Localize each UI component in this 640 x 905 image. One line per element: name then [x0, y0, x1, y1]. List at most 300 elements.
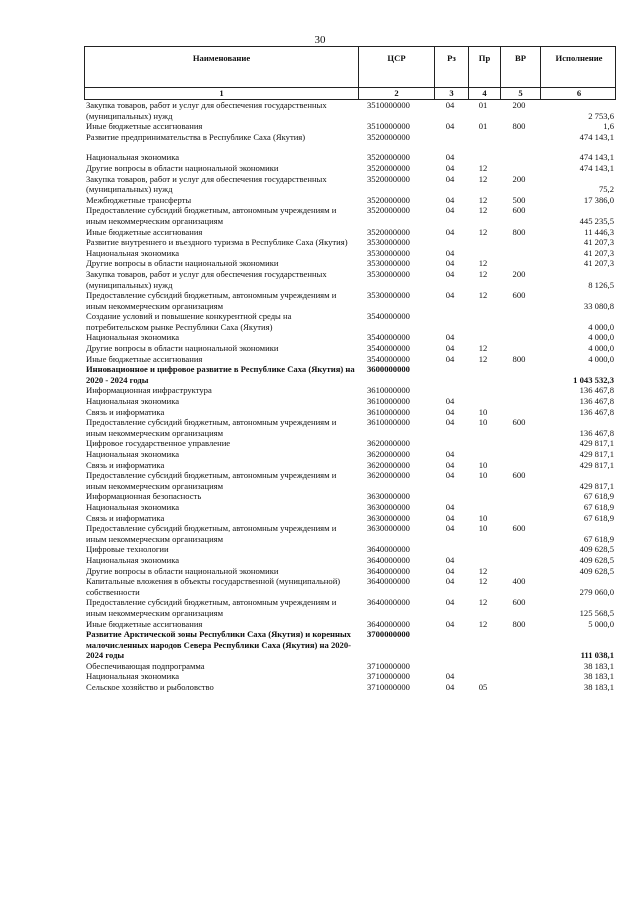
table-row [84, 132, 616, 143]
row-exec: 445 235,5 [579, 215, 614, 226]
row-pr: 10 [478, 512, 488, 523]
row-vr [499, 502, 539, 513]
row-csr: 3640000000 [367, 597, 410, 608]
row-rz: 04 [445, 396, 455, 407]
row-exec: 4 000,0 [588, 353, 614, 364]
row-vr [499, 132, 539, 143]
table-row [84, 597, 616, 618]
row-exec: 67 618,9 [583, 533, 614, 544]
row-exec: 279 060,0 [579, 586, 614, 597]
row-pr: 12 [478, 194, 488, 205]
row-csr: 3710000000 [367, 660, 410, 671]
row-pr: 12 [478, 268, 488, 279]
row-vr [499, 566, 539, 577]
row-csr: 3640000000 [367, 565, 410, 576]
row-pr: 10 [478, 406, 488, 417]
row-vr: 200 [512, 173, 526, 184]
row-vr: 800 [512, 121, 526, 132]
row-vr: 600 [512, 470, 526, 481]
row-vr [499, 555, 539, 566]
row-pr [467, 385, 499, 396]
row-exec: 429 817,1 [579, 480, 614, 491]
row-vr [499, 311, 539, 332]
row-csr: 3630000000 [367, 512, 410, 523]
row-vr: 800 [512, 618, 526, 629]
table-row [84, 121, 616, 132]
row-pr: 10 [478, 417, 488, 428]
table-column-numbers [84, 88, 616, 100]
row-vr: 800 [512, 353, 526, 364]
row-name: Предоставление субсидий бюджетным, автономным учреждениям и иным некоммерческим организациям [86, 597, 337, 618]
row-pr: 10 [478, 459, 488, 470]
row-rz: 04 [445, 512, 455, 523]
table-row [84, 227, 616, 238]
row-vr: 600 [512, 523, 526, 534]
row-csr: 3540000000 [367, 343, 410, 354]
row-name: Национальная экономика [86, 247, 180, 258]
row-vr: 500 [512, 194, 526, 205]
row-rz: 04 [445, 417, 455, 428]
row-vr [499, 152, 539, 163]
row-name: Национальная экономика [86, 501, 180, 512]
row-exec: 8 126,5 [588, 279, 614, 290]
row-csr: 3530000000 [367, 258, 410, 269]
row-rz: 04 [445, 406, 455, 417]
row-name: Другие вопросы в области национальной экономики [86, 162, 279, 173]
row-pr [467, 396, 499, 407]
row-vr [499, 629, 539, 661]
row-pr: 10 [478, 523, 488, 534]
row-rz: 04 [445, 268, 455, 279]
row-csr: 3610000000 [367, 417, 410, 428]
row-exec: 41 207,3 [583, 247, 614, 258]
row-csr: 3520000000 [367, 152, 410, 163]
row-pr [467, 248, 499, 259]
row-name: Национальная экономика [86, 449, 180, 459]
row-exec: 136 467,8 [579, 427, 614, 438]
row-vr [499, 513, 539, 524]
table-row [84, 502, 616, 513]
row-pr [467, 502, 499, 513]
row-exec: 67 618,9 [583, 491, 614, 502]
row-rz [433, 364, 467, 385]
row-name: Национальная экономика [86, 554, 180, 565]
row-exec: 38 183,1 [583, 671, 614, 682]
row-rz [433, 132, 467, 143]
row-pr [467, 132, 499, 143]
row-rz: 04 [445, 449, 455, 459]
table-row [84, 290, 616, 311]
table-row [84, 332, 616, 343]
col-number-6: 6 [540, 88, 617, 99]
row-vr [499, 671, 539, 682]
row-pr: 12 [478, 205, 488, 216]
row-exec: 1 043 532,3 [573, 374, 614, 385]
table-row [84, 163, 616, 174]
row-csr: 3540000000 [367, 311, 410, 322]
row-rz [433, 661, 467, 672]
table-row [84, 629, 616, 661]
table-row [84, 152, 616, 163]
table-row [84, 205, 616, 226]
row-exec: 429 817,1 [579, 449, 614, 459]
table-row [84, 470, 616, 491]
row-csr: 3520000000 [367, 226, 410, 237]
row-name: Другие вопросы в области национальной экономики [86, 565, 279, 576]
row-vr [499, 449, 539, 460]
row-exec: 38 183,1 [583, 682, 614, 693]
table-row [84, 523, 616, 544]
row-exec: 41 207,3 [583, 258, 614, 269]
row-pr [467, 629, 499, 661]
row-vr [499, 385, 539, 396]
row-name: Создание условий и повышение конкурентной среды на потребительском рынке Республики Саха (Якутия) [86, 311, 292, 332]
row-name: Информационная безопасность [86, 491, 202, 502]
row-name: Предоставление субсидий бюджетным, автономным учреждениям и иным некоммерческим организациям [86, 417, 337, 438]
header-rz: Рз [434, 47, 468, 87]
row-exec: 429 817,1 [579, 459, 614, 470]
row-pr: 12 [478, 290, 488, 301]
row-name: Иные бюджетные ассигнования [86, 121, 203, 132]
row-csr: 3610000000 [367, 396, 410, 407]
row-rz: 04 [445, 290, 455, 301]
table-row [84, 100, 616, 121]
row-rz: 04 [445, 100, 455, 110]
row-name: Национальная экономика [86, 396, 180, 407]
row-exec: 11 446,3 [584, 226, 614, 237]
row-csr: 3530000000 [367, 237, 410, 248]
row-rz [433, 311, 467, 332]
row-rz: 04 [445, 501, 455, 512]
row-vr [499, 248, 539, 259]
row-name: Национальная экономика [86, 671, 180, 682]
row-exec: 409 628,5 [579, 565, 614, 576]
row-vr [499, 407, 539, 418]
table-row [84, 671, 616, 682]
row-pr: 12 [478, 618, 488, 629]
row-pr: 12 [478, 597, 488, 608]
row-csr: 3700000000 [367, 629, 410, 640]
row-csr: 3630000000 [367, 501, 410, 512]
row-vr [499, 343, 539, 354]
row-exec: 409 628,5 [579, 544, 614, 555]
row-vr: 800 [512, 226, 526, 237]
row-exec: 111 038,1 [580, 650, 614, 661]
row-csr: 3510000000 [367, 121, 410, 132]
row-pr: 12 [478, 173, 488, 184]
table-row [84, 396, 616, 407]
row-name: Инновационное и цифровое развитие в Республике Саха (Якутия) на 2020 - 2024 годы [86, 364, 355, 385]
row-exec: 474 143,1 [579, 162, 614, 173]
row-csr: 3530000000 [367, 247, 410, 258]
row-exec: 4 000,0 [588, 332, 614, 343]
row-csr: 3620000000 [367, 449, 410, 459]
col-number-4: 4 [468, 88, 500, 99]
row-name: Национальная экономика [86, 152, 180, 163]
row-name: Предоставление субсидий бюджетным, автономным учреждениям и иным некоммерческим организациям [86, 470, 337, 491]
table-row [84, 661, 616, 672]
row-csr: 3530000000 [367, 268, 410, 279]
row-exec: 17 386,0 [583, 194, 614, 205]
table-row [84, 311, 616, 332]
table-row [84, 195, 616, 206]
row-pr [467, 449, 499, 460]
row-csr: 3530000000 [367, 290, 410, 301]
budget-table [84, 46, 616, 693]
row-rz: 04 [445, 205, 455, 216]
row-pr [467, 438, 499, 449]
table-body [84, 100, 616, 693]
row-vr [499, 682, 539, 693]
row-name: Закупка товаров, работ и услуг для обеспечения государственных (муниципальных) нужд [86, 100, 327, 121]
row-rz: 04 [445, 682, 455, 693]
row-name: Иные бюджетные ассигнования [86, 618, 203, 629]
row-pr: 12 [478, 258, 488, 269]
row-name: Развитие предпринимательства в Республике Саха (Якутия) [86, 131, 306, 142]
row-csr: 3540000000 [367, 332, 410, 343]
row-exec: 4 000,0 [588, 343, 614, 354]
row-vr: 600 [512, 290, 526, 301]
row-name: Связь и информатика [86, 406, 165, 417]
row-rz: 04 [445, 459, 455, 470]
row-pr [467, 364, 499, 385]
row-pr: 12 [478, 576, 488, 587]
table-header [84, 46, 616, 88]
row-name: Развитие внутреннего и въездного туризма в Республике Саха (Якутия) [86, 237, 348, 248]
row-rz: 04 [445, 597, 455, 608]
row-name: Связь и информатика [86, 459, 165, 470]
row-name: Закупка товаров, работ и услуг для обеспечения государственных (муниципальных) нужд [86, 268, 327, 290]
table-row [84, 364, 616, 385]
row-exec: 474 143,1 [579, 131, 614, 142]
row-vr [499, 396, 539, 407]
row-vr: 600 [512, 417, 526, 428]
row-csr: 3520000000 [367, 162, 410, 173]
table-row [84, 555, 616, 566]
row-csr: 3520000000 [367, 194, 410, 205]
row-vr [499, 460, 539, 471]
row-exec: 41 207,3 [583, 237, 614, 248]
row-name: Связь и информатика [86, 512, 165, 523]
row-name: Предоставление субсидий бюджетным, автономным учреждениям и иным некоммерческим организациям [86, 205, 337, 226]
row-name: Капитальные вложения в объекты государственной (муниципальной) собственности [86, 576, 341, 597]
row-name: Сельское хозяйство и рыболовство [86, 682, 214, 693]
row-rz: 04 [445, 194, 455, 205]
row-rz: 04 [445, 343, 455, 354]
row-rz: 04 [445, 247, 455, 258]
row-exec: 474 143,1 [579, 152, 614, 163]
row-csr: 3600000000 [367, 364, 410, 375]
row-exec: 38 183,1 [583, 660, 614, 671]
row-rz: 04 [445, 226, 455, 237]
row-csr: 3640000000 [367, 618, 410, 629]
row-csr: 3520000000 [367, 131, 410, 142]
table-row [84, 174, 616, 195]
table-row [84, 354, 616, 365]
row-pr [467, 332, 499, 343]
table-row [84, 248, 616, 259]
row-pr: 12 [478, 343, 488, 354]
row-rz: 04 [445, 470, 455, 481]
page-number: 30 [314, 34, 326, 46]
row-rz [433, 385, 467, 396]
row-csr: 3520000000 [367, 173, 410, 184]
row-rz: 04 [445, 576, 455, 587]
row-exec: 125 568,5 [579, 607, 614, 618]
row-csr: 3640000000 [367, 576, 410, 587]
row-pr: 01 [478, 121, 488, 132]
table-row [84, 682, 616, 693]
row-name: Иные бюджетные ассигнования [86, 353, 203, 364]
row-pr: 05 [478, 682, 488, 693]
row-pr: 12 [478, 353, 488, 364]
row-exec: 2 753,6 [588, 110, 614, 121]
table-row [84, 438, 616, 449]
row-rz: 04 [445, 162, 455, 173]
table-row [84, 237, 616, 248]
header-pr: Пр [468, 47, 500, 87]
row-vr [499, 237, 539, 248]
row-rz: 04 [445, 258, 455, 269]
col-number-3: 3 [434, 88, 468, 99]
row-rz: 04 [445, 618, 455, 629]
table-row [84, 576, 616, 597]
row-csr: 3610000000 [367, 406, 410, 417]
row-vr [499, 332, 539, 343]
row-exec: 409 628,5 [579, 554, 614, 565]
table-row [84, 407, 616, 418]
header-name: Наименование [192, 53, 251, 63]
table-row [84, 460, 616, 471]
row-spacer [84, 142, 616, 152]
row-vr [499, 544, 539, 555]
table-row [84, 417, 616, 438]
row-exec: 33 080,8 [583, 300, 614, 311]
table-row [84, 343, 616, 354]
row-vr [499, 163, 539, 174]
row-csr: 3510000000 [367, 100, 410, 110]
row-csr: 3710000000 [367, 671, 410, 682]
row-exec: 429 817,1 [579, 438, 614, 449]
row-vr [499, 438, 539, 449]
row-name: Предоставление субсидий бюджетным, автономным учреждениям и иным некоммерческим организациям [86, 290, 337, 311]
row-csr: 3630000000 [367, 491, 410, 502]
row-exec: 67 618,9 [583, 501, 614, 512]
row-name: Информационная инфраструктура [86, 385, 212, 396]
row-pr: 12 [478, 162, 488, 173]
row-vr [499, 258, 539, 269]
row-pr [467, 491, 499, 502]
row-exec: 136 467,8 [579, 406, 614, 417]
table-row [84, 449, 616, 460]
row-csr: 3540000000 [367, 353, 410, 364]
row-vr: 200 [512, 100, 526, 110]
header-csr: ЦСР [358, 47, 434, 87]
row-name: Другие вопросы в области национальной экономики [86, 258, 279, 269]
row-vr [499, 364, 539, 385]
row-pr [467, 555, 499, 566]
row-rz [433, 544, 467, 555]
row-csr: 3620000000 [367, 459, 410, 470]
row-pr: 01 [478, 100, 488, 110]
row-csr: 3640000000 [367, 554, 410, 565]
table-row [84, 566, 616, 577]
row-rz [433, 629, 467, 661]
row-exec: 4 000,0 [588, 321, 614, 332]
row-csr: 3610000000 [367, 385, 410, 396]
row-name: Другие вопросы в области национальной экономики [86, 343, 279, 354]
row-name: Обеспечивающая подпрограмма [86, 660, 205, 671]
row-name: Закупка товаров, работ и услуг для обеспечения государственных (муниципальных) нужд [86, 173, 327, 195]
row-name: Межбюджетные трансферты [86, 194, 192, 205]
table-row [84, 513, 616, 524]
row-rz: 04 [445, 332, 455, 343]
row-vr [499, 661, 539, 672]
row-name: Иные бюджетные ассигнования [86, 226, 203, 237]
row-exec: 67 618,9 [583, 512, 614, 523]
row-pr [467, 671, 499, 682]
row-name: Национальная экономика [86, 332, 180, 343]
row-vr: 200 [512, 268, 526, 279]
row-rz [433, 438, 467, 449]
row-csr: 3620000000 [367, 470, 410, 481]
row-rz: 04 [445, 671, 455, 682]
row-rz: 04 [445, 353, 455, 364]
table-row [84, 385, 616, 396]
row-exec: 136 467,8 [579, 396, 614, 407]
row-rz: 04 [445, 173, 455, 184]
row-csr: 3710000000 [367, 682, 410, 693]
row-pr: 10 [478, 470, 488, 481]
row-exec: 75,2 [598, 184, 614, 195]
row-rz: 04 [445, 523, 455, 534]
row-pr [467, 661, 499, 672]
row-name: Развитие Арктической зоны Республики Саха (Якутия) и коренных малочисленных народов Севера Республики Саха (Якутия) на 2020-2024 годы [86, 629, 351, 661]
row-csr: 3640000000 [367, 544, 410, 555]
col-number-1: 1 [219, 88, 224, 98]
table-row [84, 258, 616, 269]
table-row [84, 491, 616, 502]
row-exec: 5 000,0 [588, 618, 614, 629]
row-rz: 04 [445, 121, 455, 132]
row-pr: 12 [478, 226, 488, 237]
row-csr: 3630000000 [367, 523, 410, 534]
row-pr: 12 [478, 565, 488, 576]
row-rz [433, 237, 467, 248]
row-exec: 1,6 [603, 121, 614, 132]
col-number-2: 2 [358, 88, 434, 99]
row-vr: 600 [512, 205, 526, 216]
row-pr [467, 311, 499, 332]
table-row [84, 619, 616, 630]
row-pr [467, 152, 499, 163]
row-vr [499, 491, 539, 502]
row-name: Цифровые технологии [86, 544, 169, 555]
row-exec: 136 467,8 [579, 385, 614, 396]
row-csr: 3520000000 [367, 205, 410, 216]
table-row [84, 269, 616, 290]
row-vr: 600 [512, 597, 526, 608]
row-rz: 04 [445, 565, 455, 576]
table-row [84, 544, 616, 555]
row-name: Цифровое государственное управление [86, 438, 231, 449]
row-pr [467, 237, 499, 248]
row-vr: 400 [512, 576, 526, 587]
row-csr: 3620000000 [367, 438, 410, 449]
row-pr [467, 544, 499, 555]
row-rz [433, 491, 467, 502]
col-number-5: 5 [500, 88, 540, 99]
